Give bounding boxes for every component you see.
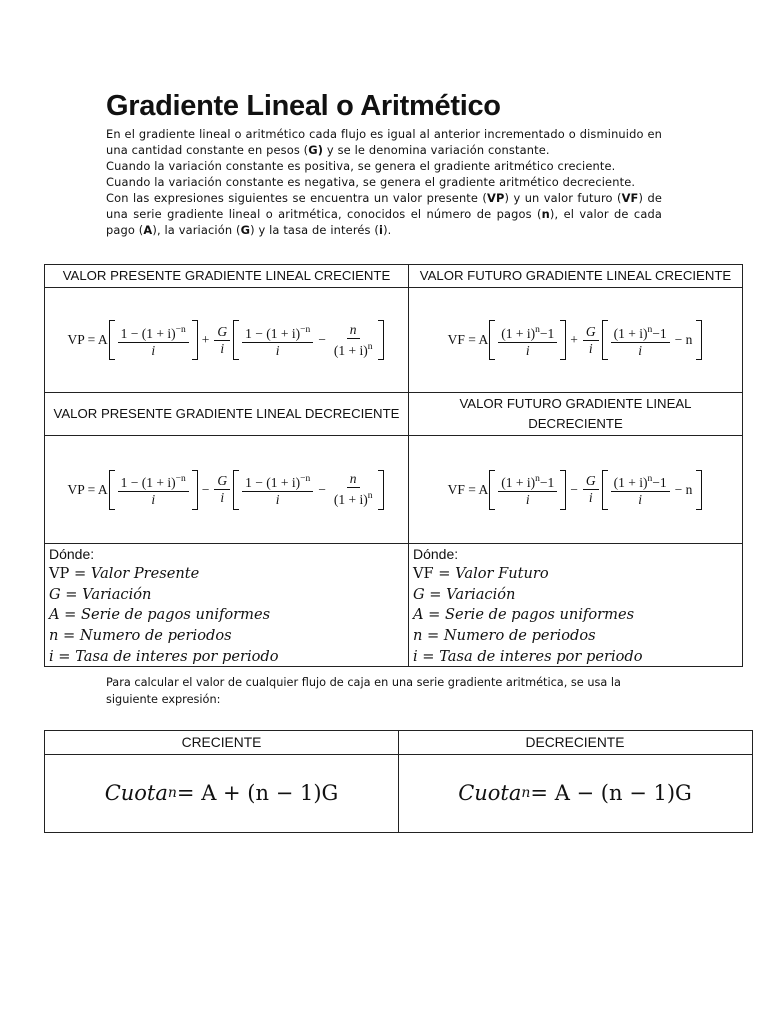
- def-line: G = Variación: [413, 585, 516, 603]
- donde-label: Dónde:: [413, 546, 459, 562]
- cuota-table: [44, 730, 753, 833]
- def-line: A = Serie de pagos uniformes: [49, 606, 271, 624]
- def-line: i = Tasa de interes por periodo: [49, 647, 279, 665]
- decreciente-header: DECRECIENTE: [525, 735, 625, 750]
- def-line: n = Numero de periodos: [413, 627, 596, 645]
- donde-label: Dónde:: [49, 546, 95, 562]
- definitions-right: [409, 544, 742, 666]
- intro-paragraph-3: Cuando la variación constante es negativa, se genera el gradiente aritmético decreciente.: [106, 175, 636, 189]
- cuota-creciente-formula: Cuota n = A + (n − 1)G: [104, 781, 339, 805]
- def-line: A = Serie de pagos uniformes: [413, 606, 635, 624]
- vp-creciente-formula: VP = A $\frac{1 - (1 + i)^{-n}}{i}$ + $\frac{G}{i}$ $\frac{1 - (1 + i)^{-n}}{i}$ − $\frac{n}{(1 + i)^n}$: [45, 288, 408, 392]
- creciente-header: CRECIENTE: [181, 735, 262, 750]
- cuota-note: Para calcular el valor de cualquier flujo de caja en una serie gradiente aritmética, se usa la siguiente expresión:: [106, 676, 621, 706]
- page-title: Gradiente Lineal o Aritmético: [106, 90, 501, 122]
- vf-decreciente-formula: VF = A $\frac{(1 + i)^n-1}{i}$ − $\frac{G}{i}$ $\frac{(1 + i)^n-1}{i}$ − n: [409, 436, 742, 543]
- vf-decreciente-header: VALOR FUTURO GRADIENTE LINEAL DECRECIENTE: [459, 396, 692, 431]
- definitions-left: [45, 544, 408, 666]
- def-line: VF = Valor Futuro: [413, 565, 549, 582]
- def-line: VP = Valor Presente: [49, 565, 200, 582]
- vp-creciente-header: VALOR PRESENTE GRADIENTE LINEAL CRECIENTE: [62, 268, 391, 283]
- intro-paragraph-1: En el gradiente lineal o aritmético cada flujo es igual al anterior incrementado o disminuido en una cantidad constante en pesos (G) y se le denomina variación constante.: [106, 127, 662, 157]
- intro-paragraph-2: Cuando la variación constante es positiva, se genera el gradiente aritmético creciente.: [106, 159, 616, 173]
- intro-paragraph-4: Con las expresiones siguientes se encuentra un valor presente (VP) y un valor futuro (VF) de una serie gradiente lineal o aritmética, conocidos el número de pagos (n), el valor de cada pago (A), la variación (G) y la tasa de interés (i).: [106, 191, 662, 237]
- vp-decreciente-formula: VP = A $\frac{1 - (1 + i)^{-n}}{i}$ − $\frac{G}{i}$ $\frac{1 - (1 + i)^{-n}}{i}$ − $\frac{n}{(1 + i)^n}$: [45, 436, 408, 543]
- vp-decreciente-header: VALOR PRESENTE GRADIENTE LINEAL DECRECIENTE: [53, 406, 400, 421]
- def-line: n = Numero de periodos: [49, 627, 232, 645]
- cuota-decreciente-formula: Cuota n = A − (n − 1)G: [458, 781, 692, 805]
- vf-creciente-formula: VF = A $\frac{(1 + i)^n-1}{i}$ + $\frac{G}{i}$ $\frac{(1 + i)^n-1}{i}$ − n: [409, 288, 742, 392]
- def-line: i = Tasa de interes por periodo: [413, 647, 643, 665]
- def-line: G = Variación: [49, 585, 152, 603]
- vf-creciente-header: VALOR FUTURO GRADIENTE LINEAL CRECIENTE: [419, 268, 732, 283]
- formula-grid: [44, 264, 743, 667]
- intro-text: [106, 126, 662, 238]
